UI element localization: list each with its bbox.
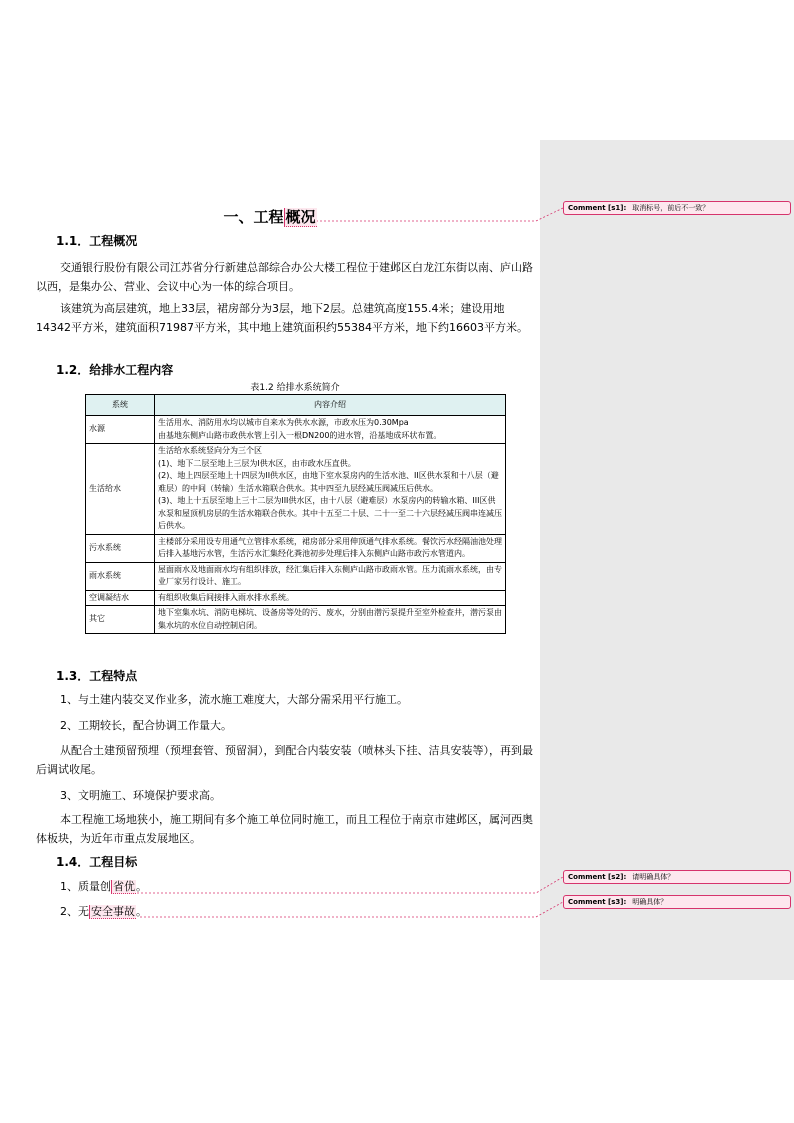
section-heading: 1.2．给排水工程内容 <box>56 363 174 377</box>
paragraph: 交通银行股份有限公司江苏省分行新建总部综合办公大楼工程位于建邺区白龙江东街以南、庐山路以西，是集办公、营业、会议中心为一体的综合项目。 <box>36 261 533 293</box>
section-heading: 1.4．工程目标 <box>56 855 138 869</box>
table-cell: 主楼部分采用设专用通气立管排水系统，裙房部分采用伸顶通气排水系统。餐饮污水经隔油池处理后排入基地污水管，生活污水汇集经化粪池初步处理后排入东侧庐山路市政污水管道内。 <box>155 534 506 562</box>
table-cell: 生活给水 <box>86 444 155 535</box>
paragraph: 2、工期较长，配合协调工作量大。 <box>60 719 232 732</box>
drainage-system-table <box>85 394 506 634</box>
table-row <box>86 416 506 444</box>
table-cell: 污水系统 <box>86 534 155 562</box>
table-cell: 空调凝结水 <box>86 590 155 606</box>
commented-text[interactable]: 概况 <box>285 208 316 226</box>
goal-item: 1、质量创 省优。 <box>60 880 147 893</box>
goal-item: 2、无 安全事故。 <box>60 905 147 918</box>
commented-text[interactable]: 安全事故 <box>91 905 135 918</box>
table-row <box>86 444 506 535</box>
table-header-row <box>86 395 506 416</box>
page-title: 一、工程 概况 <box>223 208 316 226</box>
comment-balloon[interactable]: Comment [s3]: 明确具体？ <box>563 895 791 909</box>
section-heading: 1.3．工程特点 <box>56 669 138 683</box>
table-cell: 水源 <box>86 416 155 444</box>
section-heading: 1.1．工程概况 <box>56 234 138 248</box>
paragraph: 本工程施工场地狭小，施工期间有多个施工单位同时施工，而且工程位于南京市建邺区，属河西奥体板块，为近年市重点发展地区。 <box>36 813 533 845</box>
table-row <box>86 534 506 562</box>
column-header: 内容介绍 <box>155 395 506 416</box>
table-cell: 生活给水系统竖向分为三个区 (1)、地下二层至地上三层为I供水区，由市政水压直供。 (2)、地上四层至地上十四层为II供水区，由地下室水泵房内的生活水池、II区供水泵和十八层（避难层）的中间（转输）生活水箱联合供水。其中四至九层经减压阀减压后供水。 (3)、地上十五层至地上三十二层为III供水区，由十八层（避难层）水泵房内的转输水箱、III区供水泵和屋顶机房层的生活水箱联合供水。其中十五至二十层、二十一至二十六层经减压阀串连减压后供水。 <box>155 444 506 535</box>
paragraph: 该建筑为高层建筑，地上33层，裙房部分为3层，地下2层。总建筑高度155.4米；建设用地14342平方米，建筑面积71987平方米，其中地上建筑面积约55384平方米，地下约16603平方米。 <box>36 302 528 334</box>
table-cell: 有组织收集后间接排入雨水排水系统。 <box>155 590 506 606</box>
table-row <box>86 590 506 606</box>
paragraph: 1、与土建内装交叉作业多，流水施工难度大，大部分需采用平行施工。 <box>60 693 408 706</box>
table-cell: 屋面雨水及地面雨水均有组织排放，经汇集后排入东侧庐山路市政雨水管。压力流雨水系统，由专业厂家另行设计、施工。 <box>155 562 506 590</box>
comment-balloon[interactable]: Comment [s2]: 请明确具体？ <box>563 870 791 884</box>
table-row <box>86 606 506 634</box>
commented-text[interactable]: 省优 <box>113 880 135 893</box>
paragraph: 3、文明施工、环境保护要求高。 <box>60 789 221 802</box>
paragraph: 从配合土建预留预埋（预埋套管、预留洞），到配合内装安装（喷林头下挂、洁具安装等），再到最后调试收尾。 <box>36 744 533 776</box>
table-cell: 其它 <box>86 606 155 634</box>
table-cell: 生活用水、消防用水均以城市自来水为供水水源，市政水压为0.30Mpa 由基地东侧庐山路市政供水管上引入一根DN200的进水管，沿基地成环状布置。 <box>155 416 506 444</box>
table-row <box>86 562 506 590</box>
comment-balloon[interactable]: Comment [s1]: 取消标号，前后不一致？ <box>563 201 791 215</box>
table-cell: 雨水系统 <box>86 562 155 590</box>
table-caption: 表1.2 给排水系统简介 <box>250 383 340 393</box>
column-header: 系统 <box>86 395 155 416</box>
table-cell: 地下室集水坑、消防电梯坑、设备房等处的污、废水，分别由潜污泵提升至室外检查井，潜污泵由集水坑的水位自动控制启闭。 <box>155 606 506 634</box>
